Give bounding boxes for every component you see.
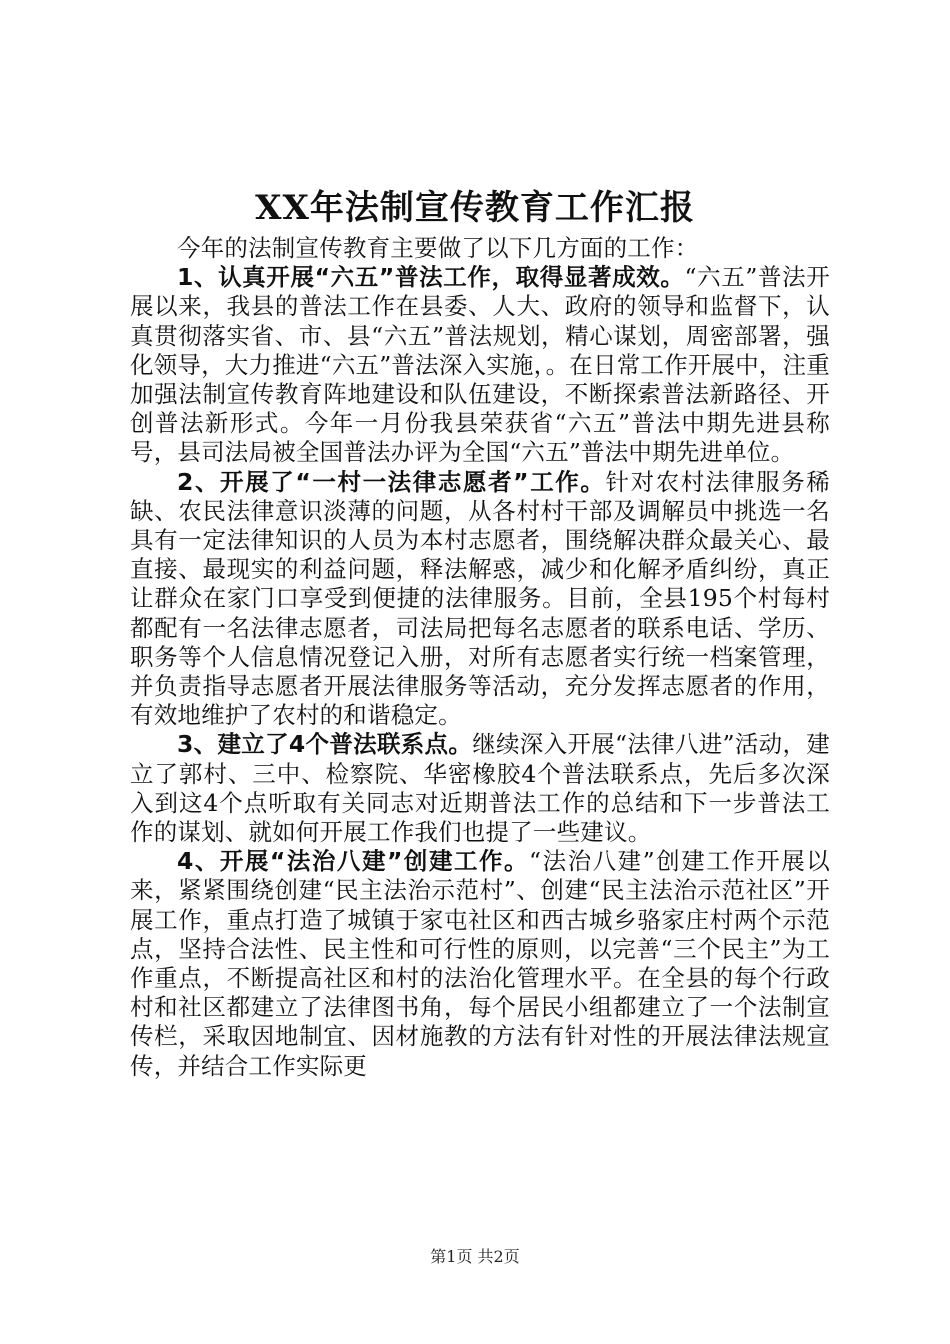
page-number-footer: 第1页 共2页 [430,1247,520,1266]
document-title: XX年法制宣传教育工作汇报 [255,188,695,228]
section-text-2: 针对农村法律服务稀缺、农民法律意识淡薄的问题，从各村村干部及调解员中挑选一名具有一定法律知识的人员为本村志愿者，围绕解决群众最关心、最直接、最现实的利益问题，释法解惑，减少和化解矛盾纠纷，真正让群众在家门口享受到便捷的法律服务。目前，全县195个村每村都配有一名法律志愿者，司法局把每名志愿者的联系电话、学历、职务等个人信息情况登记入册，对所有志愿者实行统一档案管理，并负责指导志愿者开展法律服务等活动，充分发挥志愿者的作用，有效地维护了农村的和谐稳定。 [130,467,830,730]
section-heading-2: 2、开展了“一村一法律志愿者”工作。 [177,467,606,496]
section-paragraph-2 [130,468,830,731]
intro-paragraph: 今年的法制宣传教育主要做了以下几方面的工作： [177,234,699,262]
section-paragraph-4 [130,847,830,1081]
section-heading-1: 1、认真开展“六五”普法工作，取得显著成效。 [177,263,685,292]
section-paragraph-3 [130,730,830,847]
section-text-3: 继续深入开展“法律八进”活动，建立了郭村、三中、检察院、华密橡胶4个普法联系点，先后多次深入到这4个点听取有关同志对近期普法工作的总结和下一步普法工作的谋划、就如何开展工作我们也提了一些建议。 [130,730,830,847]
section-paragraph-1 [130,263,830,467]
section-heading-4: 4、开展“法治八建”创建工作。 [177,847,530,876]
section-text-1: “六五”普法开展以来，我县的普法工作在县委、人大、政府的领导和监督下，认真贯彻落实省、市、县“六五”普法规划，精心谋划，周密部署，强化领导，大力推进“六五”普法深入实施，。在日常工作开展中，注重加强法制宣传教育阵地建设和队伍建设，不断探索普法新路径、开创普法新形式。今年一月份我县荣获省“六五”普法中期先进县称号，县司法局被全国普法办评为全国“六五”普法中期先进单位。 [130,263,830,467]
section-text-4: “法治八建”创建工作开展以来，紧紧围绕创建“民主法治示范村”、创建“民主法治示范社区”开展工作，重点打造了城镇于家屯社区和西古城乡骆家庄村两个示范点，坚持合法性、民主性和可行性的原则，以完善“三个民主”为工作重点，不断提高社区和村的法治化管理水平。在全县的每个行政村和社区都建立了法律图书角，每个居民小组都建立了一个法制宣传栏，采取因地制宜、因材施教的方法有针对性的开展法律法规宣传，并结合工作实际更 [130,847,830,1080]
document-body [130,234,830,1081]
section-heading-3: 3、建立了4个普法联系点。 [177,730,473,759]
